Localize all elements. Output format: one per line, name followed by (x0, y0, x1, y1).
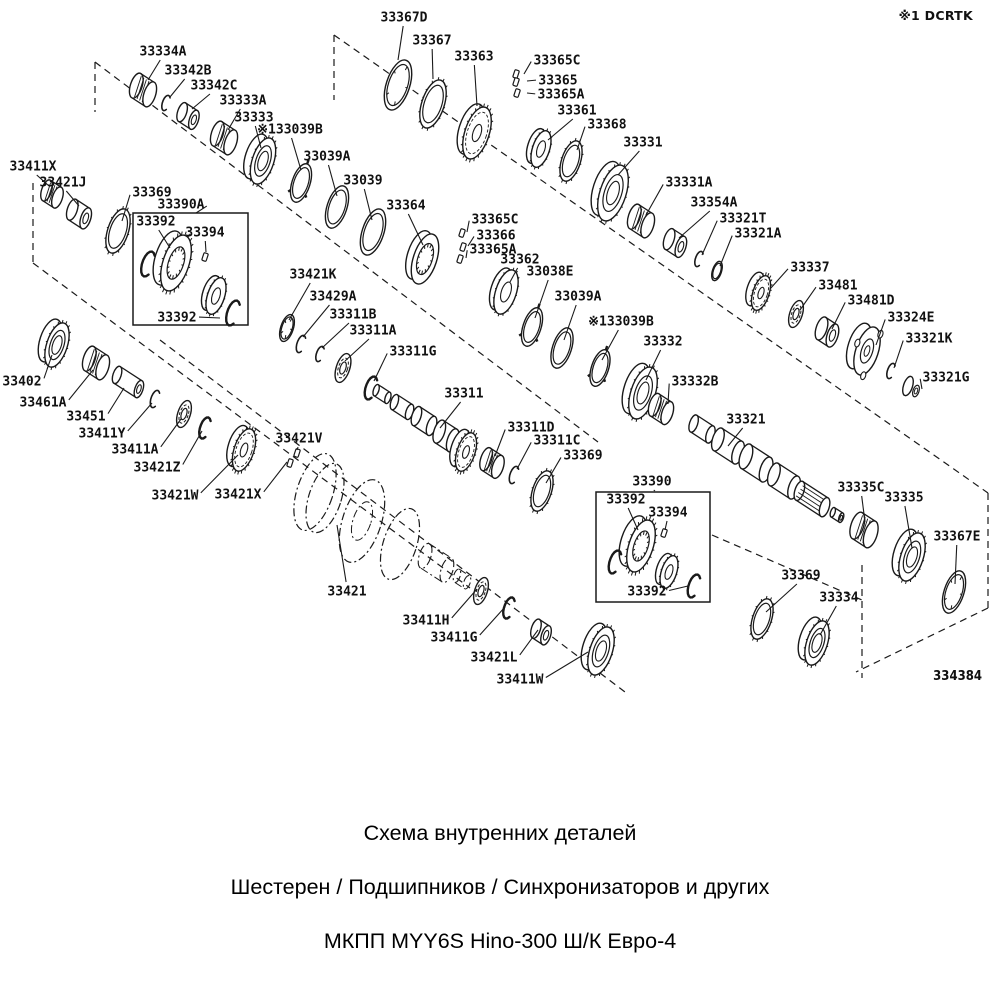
part-label: 33411W (496, 672, 544, 688)
part-label: 33369 (132, 185, 172, 201)
part-label: 33331 (623, 135, 663, 151)
part-tiny (513, 70, 520, 79)
part-keyring (586, 346, 614, 389)
part-label: 33354A (690, 195, 738, 211)
part-label: 33402 (2, 374, 42, 390)
part-keyring (517, 304, 546, 349)
part-label: 33365C (533, 53, 581, 69)
part-label: 33365A (537, 87, 585, 103)
part-label: ※133039B (257, 122, 323, 138)
part-snap (887, 363, 895, 378)
part-bushing (110, 365, 145, 399)
part-label: 33421 (327, 584, 367, 600)
part-tiny (514, 89, 521, 98)
part-label: 33335C (837, 480, 885, 496)
part-label: 33363 (454, 49, 494, 65)
part-label: 33421J (39, 175, 87, 191)
part-label: 33392 (606, 492, 646, 508)
part-flange (841, 320, 885, 380)
part-label: 33362 (500, 252, 540, 268)
part-label: 33365A (469, 242, 517, 258)
part-label: 33332B (671, 374, 719, 390)
part-label: 33365C (471, 212, 519, 228)
part-label: 33333A (219, 93, 267, 109)
part-label: 33311A (349, 323, 397, 339)
part-label: 33421Z (133, 460, 181, 476)
part-label: 33039A (303, 149, 351, 165)
part-tiny (460, 243, 467, 252)
part-label: 33324E (887, 310, 935, 326)
part-label: 33342C (190, 78, 238, 94)
part-label: 33342B (164, 63, 212, 79)
part-gearhub (523, 126, 555, 169)
part-ring (355, 206, 390, 258)
part-bearing (80, 344, 113, 381)
part-keyring (286, 160, 315, 205)
part-label: 33367D (380, 10, 428, 26)
part-bushing (64, 198, 94, 231)
part-bushing (175, 101, 201, 130)
part-gearbearing (585, 158, 634, 225)
part-label: 33335 (884, 490, 924, 506)
part-label: 33429A (309, 289, 357, 305)
part-label: 33311B (329, 307, 377, 323)
part-label: 33451 (66, 409, 106, 425)
part-gearbearing (576, 620, 619, 678)
part-label: 33321K (905, 331, 953, 347)
part-toothring (415, 77, 452, 132)
part-label: 33369 (781, 568, 821, 584)
part-gearhub (198, 273, 230, 316)
part-label: 33481 (818, 278, 858, 294)
part-label: 33390 (632, 474, 672, 490)
part-snapC (199, 418, 210, 439)
part-snap (296, 335, 305, 352)
part-toothring (556, 138, 587, 184)
part-label: 33421W (151, 488, 199, 504)
part-bearing (625, 202, 658, 239)
footnote-marker: ※1 DCRTK (898, 8, 973, 23)
part-label: 33321G (922, 370, 970, 386)
part-label: 33039A (554, 289, 602, 305)
part-cluster (286, 448, 473, 590)
part-bigbearing (332, 352, 354, 385)
part-label: 33038E (526, 264, 574, 280)
part-label: 33390A (157, 197, 205, 213)
part-toothring (747, 596, 778, 642)
part-label: 33366 (476, 228, 516, 244)
part-ring (321, 183, 353, 231)
caption-line-2: Шестерен / Подшипников / Синхронизаторов и других (230, 875, 770, 899)
part-geartooth (742, 270, 774, 314)
part-nut (901, 375, 921, 398)
part-label: 33421V (275, 431, 323, 447)
part-label: 33311D (507, 420, 555, 436)
part-tiny (513, 78, 520, 87)
part-label: 33394 (648, 505, 688, 521)
part-geartooth (222, 423, 260, 475)
part-label: 33421K (289, 267, 337, 283)
part-label: 33421L (470, 650, 518, 666)
part-label: 33421X (214, 487, 262, 503)
part-bearing (477, 446, 506, 480)
part-label: 33392 (157, 310, 197, 326)
caption-line-3: МКПП MYY6S Hino-300 Ш/К Евро-4 (323, 929, 677, 953)
part-label: 33311C (533, 433, 581, 449)
part-snapC (688, 575, 700, 598)
part-label: 33321A (734, 226, 782, 242)
part-label: 33334A (139, 44, 187, 60)
part-bigbearing (786, 299, 807, 330)
part-tiny (661, 529, 668, 538)
part-gearbearing (34, 316, 74, 370)
part-openring (379, 57, 417, 114)
part-spline (792, 480, 832, 518)
part-geartooth (452, 100, 497, 162)
part-label: 33392 (627, 584, 667, 600)
part-label: 33361 (557, 103, 597, 119)
part-label: 33334 (819, 590, 859, 606)
part-label: 33481D (847, 293, 895, 309)
part-bushing (813, 315, 842, 348)
part-openring (277, 313, 298, 344)
part-label: 33039 (343, 173, 383, 189)
part-label: 33321T (719, 211, 767, 227)
part-label: ※133039B (588, 314, 654, 330)
part-label: 33411Y (78, 426, 126, 442)
part-toothring (527, 468, 558, 514)
part-label: 33311G (389, 344, 437, 360)
part-bushing (529, 618, 554, 646)
part-label: 33337 (790, 260, 830, 276)
drawing-number: 334384 (933, 669, 982, 684)
part-splinehub (400, 228, 444, 288)
part-gearbearing (794, 614, 834, 668)
part-label: 33411A (111, 442, 159, 458)
part-label: 33367 (412, 33, 452, 49)
part-snap (695, 251, 703, 266)
part-synchro (614, 512, 661, 575)
part-ring (547, 325, 578, 371)
part-tiny (287, 459, 294, 468)
part-label: 33364 (386, 198, 426, 214)
part-ring (710, 260, 725, 282)
caption-block (0, 806, 1000, 968)
part-toothring (101, 206, 135, 256)
part-openring (938, 568, 970, 616)
part-label: 33369 (563, 448, 603, 464)
part-label: 33333 (234, 110, 274, 126)
part-snap (162, 95, 170, 110)
part-gearbearing (239, 131, 281, 187)
part-bushing (661, 227, 689, 259)
part-snapC (226, 301, 240, 326)
part-label: 33332 (643, 334, 683, 350)
part-label: 33411H (402, 613, 450, 629)
part-label: 33411G (430, 630, 478, 646)
part-label: 33392 (136, 214, 176, 230)
part-gearbearing (887, 526, 930, 584)
part-label: 33367E (933, 529, 981, 545)
part-label: 33365 (538, 73, 578, 89)
caption-line-1: Схема внутренних деталей (363, 821, 637, 845)
part-label: 33311 (444, 386, 484, 402)
part-label: 33331A (665, 175, 713, 191)
part-label: 33394 (185, 225, 225, 241)
part-tiny (459, 229, 466, 238)
part-gearhub (485, 265, 523, 317)
part-bushing (829, 507, 845, 523)
part-bigbearing (471, 576, 492, 607)
part-tiny (202, 253, 209, 262)
part-label: 33461A (19, 395, 67, 411)
part-label: 33411X (9, 159, 57, 175)
part-label: 33321 (726, 412, 766, 428)
part-snap (316, 346, 324, 361)
part-snap (150, 390, 159, 407)
part-label: 33368 (587, 117, 627, 133)
part-tiny (457, 255, 464, 264)
part-bearing (127, 71, 160, 108)
